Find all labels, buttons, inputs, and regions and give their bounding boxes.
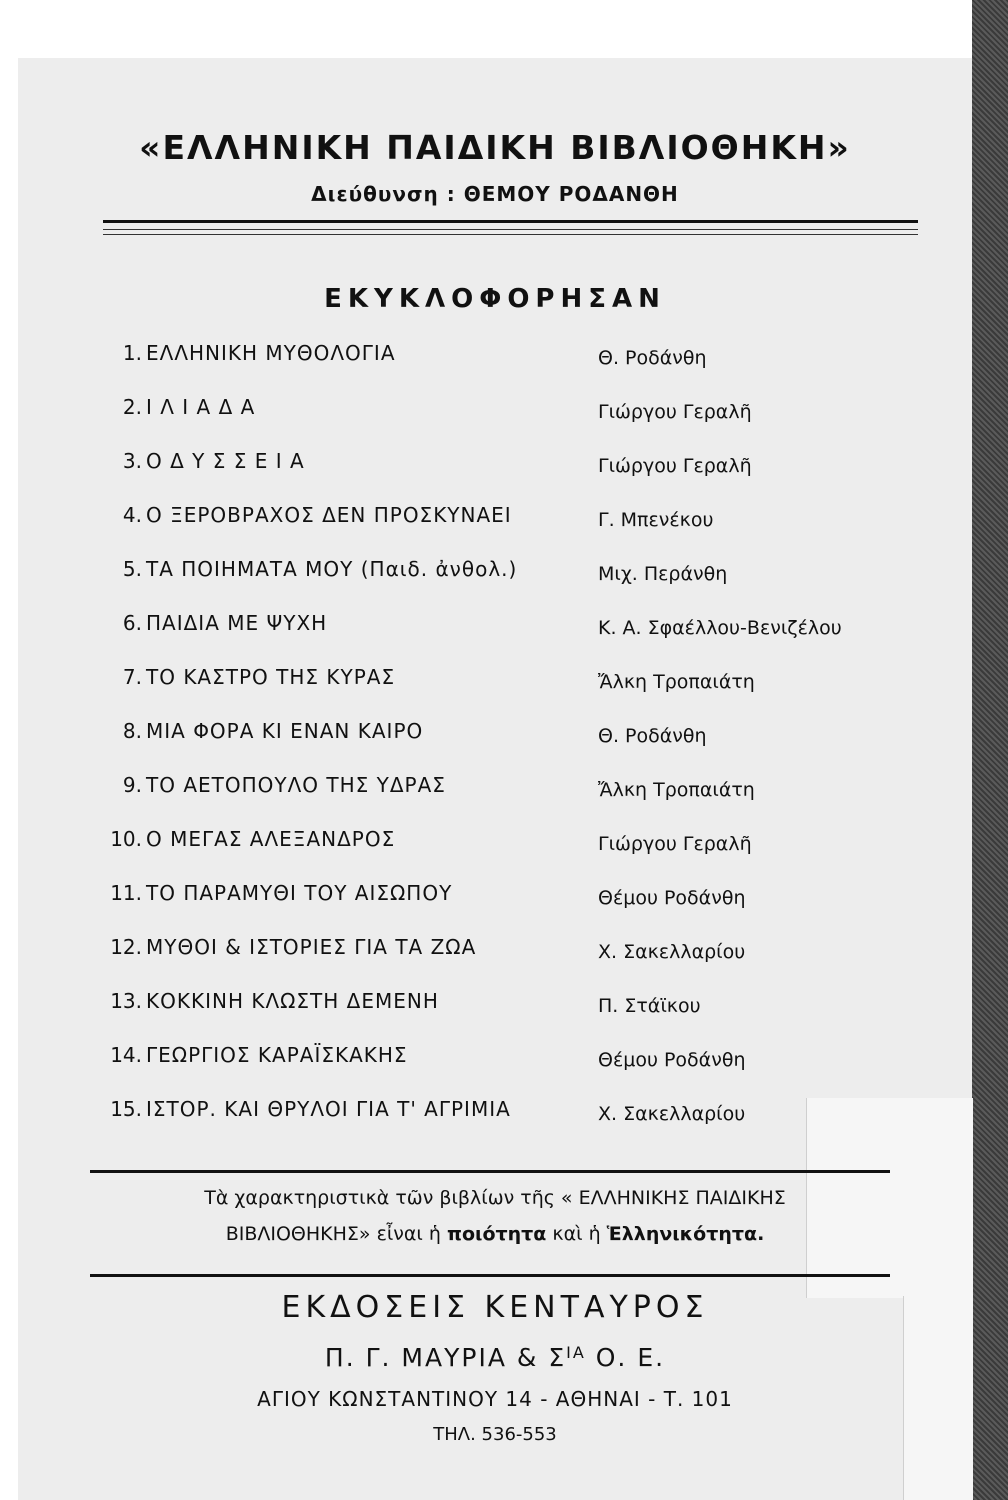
book-number: 14. (110, 1043, 142, 1067)
tagline-text-1: Τὰ χαρακτηριστικὰ τῶν βιβλίων τῆς « ΕΛΛΗΝΙΚΗΣ ΠΑΙΔΙΚΗΣ (204, 1187, 786, 1209)
header-rule-thin-1 (103, 229, 918, 230)
header-rule-thick (103, 220, 918, 223)
back-cover-page (18, 58, 972, 1500)
book-row-6 (18, 611, 972, 651)
book-title: ΤΟ ΠΑΡΑΜΥΘΙ ΤΟΥ ΑΙΣΩΠΟΥ (146, 881, 453, 905)
book-number: 9. (122, 773, 142, 797)
tagline-quality: ποιότητα (446, 1223, 547, 1245)
book-row-12 (18, 935, 972, 975)
book-title: ΚΟΚΚΙΝΗ ΚΛΩΣΤΗ ΔΕΜΕΝΗ (146, 989, 439, 1013)
book-number: 8. (122, 719, 142, 743)
book-author: Γιώργου Γεραλῆ (598, 455, 752, 477)
book-number: 1. (122, 341, 142, 365)
book-number: 7. (122, 665, 142, 689)
tagline-line-2 (18, 1216, 972, 1252)
book-title: Ο ΜΕΓΑΣ ΑΛΕΞΑΝΔΡΟΣ (146, 827, 396, 851)
book-number: 5. (122, 557, 142, 581)
book-author: Μιχ. Περάνθη (598, 563, 728, 585)
tagline-line-1 (18, 1180, 972, 1216)
company-sup: ΙΑ (566, 1343, 586, 1362)
tagline-and: καὶ ἡ (552, 1223, 601, 1245)
book-title: ΠΑΙΔΙΑ ΜΕ ΨΥΧΗ (146, 611, 328, 635)
list-bottom-rule (90, 1170, 890, 1173)
book-title: ΙΣΤΟΡ. ΚΑΙ ΘΡΥΛΟΙ ΓΙΑ Τ' ΑΓΡΙΜΙΑ (146, 1097, 511, 1121)
book-author: Κ. Α. Σφαέλλου-Βενιζέλου (598, 617, 842, 639)
book-number: 3. (122, 449, 142, 473)
book-number: 11. (110, 881, 142, 905)
publisher-name: ΕΚΔΟΣΕΙΣ ΚΕΝΤΑΥΡΟΣ (281, 1290, 709, 1325)
publisher-address: ΑΓΙΟΥ ΚΩΝΣΤΑΝΤΙΝΟΥ 14 - ΑΘΗΝΑΙ - Τ. 101 (257, 1387, 733, 1411)
director-line: Διεύθυνση : ΘΕΜΟΥ ΡΟΔΑΝΘΗ (311, 182, 679, 206)
book-author: Χ. Σακελλαρίου (598, 941, 746, 963)
book-row-1 (18, 341, 972, 381)
header-rule-thin-2 (103, 234, 918, 235)
book-row-15 (18, 1097, 972, 1137)
book-author: Θέμου Ροδάνθη (598, 887, 746, 909)
book-number: 6. (122, 611, 142, 635)
publisher-phone: ΤΗΛ. 536-553 (433, 1424, 557, 1445)
book-number: 12. (110, 935, 142, 959)
book-number: 2. (122, 395, 142, 419)
book-row-8 (18, 719, 972, 759)
book-author: Θ. Ροδάνθη (598, 347, 707, 369)
book-title: ΕΛΛΗΝΙΚΗ ΜΥΘΟΛΟΓΙΑ (146, 341, 396, 365)
book-title: ΤΟ ΚΑΣΤΡΟ ΤΗΣ ΚΥΡΑΣ (146, 665, 396, 689)
book-row-2 (18, 395, 972, 435)
book-title: ΓΕΩΡΓΙΟΣ ΚΑΡΑΪΣΚΑΚΗΣ (146, 1043, 408, 1067)
book-author: Π. Στάϊκου (598, 995, 701, 1017)
company-start: Π. Γ. ΜΑΥΡΙΑ & Σ (324, 1343, 567, 1372)
book-title: Ι Λ Ι Α Δ Α (146, 395, 256, 419)
book-author: Θ. Ροδάνθη (598, 725, 707, 747)
book-row-10 (18, 827, 972, 867)
book-author: Γιώργου Γεραλῆ (598, 833, 752, 855)
book-row-9 (18, 773, 972, 813)
book-title: ΤΟ ΑΕΤΟΠΟΥΛΟ ΤΗΣ ΥΔΡΑΣ (146, 773, 446, 797)
book-row-5 (18, 557, 972, 597)
page-sheet (18, 58, 972, 1500)
book-row-11 (18, 881, 972, 921)
tagline-bottom-rule (90, 1274, 890, 1277)
book-spine (972, 0, 1008, 1500)
book-row-13 (18, 989, 972, 1029)
book-title: Ο ΞΕΡΟΒΡΑΧΟΣ ΔΕΝ ΠΡΟΣΚΥΝΑΕΙ (146, 503, 512, 527)
book-title: ΤΑ ΠΟΙΗΜΑΤΑ ΜΟΥ (Παιδ. ἀνθολ.) (146, 557, 518, 581)
company-end: Ο. Ε. (585, 1343, 666, 1372)
book-row-7 (18, 665, 972, 705)
book-title: ΜΥΘΟΙ & ΙΣΤΟΡΙΕΣ ΓΙΑ ΤΑ ΖΩΑ (146, 935, 477, 959)
book-author: Ἄλκη Τροπαιάτη (598, 671, 755, 693)
book-number: 15. (110, 1097, 142, 1121)
book-author: Ἄλκη Τροπαιάτη (598, 779, 755, 801)
tagline-greekness: Ἑλληνικότητα. (606, 1223, 765, 1245)
publisher-company (18, 1343, 972, 1372)
library-title: «ΕΛΛΗΝΙΚΗ ΠΑΙΔΙΚΗ ΒΙΒΛΙΟΘΗΚΗ» (139, 128, 851, 167)
book-row-3 (18, 449, 972, 489)
book-author: Γιώργου Γεραλῆ (598, 401, 752, 423)
book-number: 10. (110, 827, 142, 851)
tagline-text-2: ΒΙΒΛΙΟΘΗΚΗΣ» εἶναι ἡ (225, 1223, 441, 1245)
book-row-14 (18, 1043, 972, 1083)
book-title: Ο Δ Υ Σ Σ Ε Ι Α (146, 449, 305, 473)
book-row-4 (18, 503, 972, 543)
book-author: Θέμου Ροδάνθη (598, 1049, 746, 1071)
book-number: 4. (122, 503, 142, 527)
book-author: Γ. Μπενέκου (598, 509, 714, 531)
book-number: 13. (110, 989, 142, 1013)
book-title: ΜΙΑ ΦΟΡΑ ΚΙ ΕΝΑΝ ΚΑΙΡΟ (146, 719, 424, 743)
published-heading: ΕΚΥΚΛΟΦΟΡΗΣΑΝ (324, 284, 666, 314)
book-author: Χ. Σακελλαρίου (598, 1103, 746, 1125)
